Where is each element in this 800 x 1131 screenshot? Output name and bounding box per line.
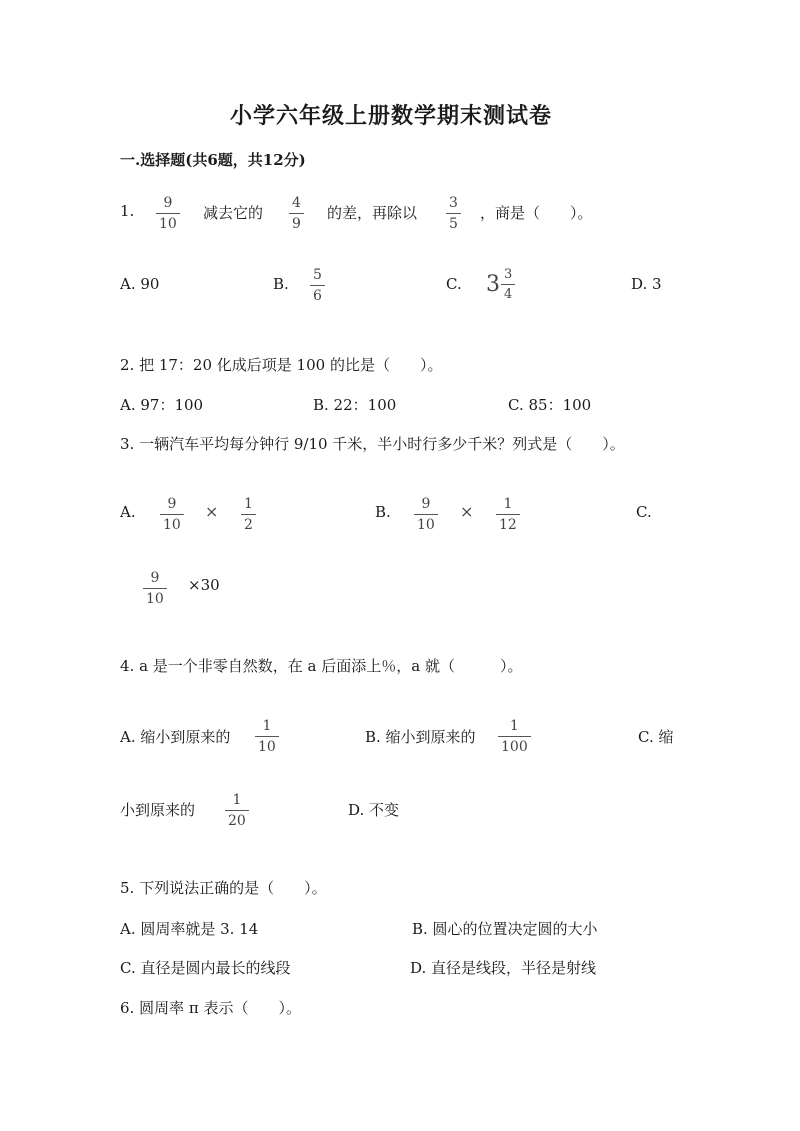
- option-c-label: C.: [446, 275, 462, 293]
- fraction: [496, 497, 520, 532]
- page-title: 小学六年级上册数学期末测试卷: [230, 103, 553, 129]
- denominator: 4: [501, 284, 515, 301]
- denominator: 20: [225, 810, 249, 828]
- fraction: [414, 497, 438, 532]
- whole-part: 3: [486, 272, 500, 297]
- numerator: 1: [509, 718, 519, 734]
- option-b-label: B.: [375, 503, 391, 521]
- option-c-label-continued: 小到原来的: [120, 801, 196, 819]
- numerator: 5: [313, 267, 322, 283]
- fraction: [446, 196, 461, 231]
- denominator: 10: [414, 514, 438, 532]
- option-c-label: C.: [636, 503, 652, 521]
- denominator: 12: [496, 514, 520, 532]
- numerator: 9: [150, 570, 160, 586]
- numerator: 9: [167, 496, 177, 512]
- denominator: 5: [446, 213, 461, 231]
- question-text: 3. 一辆汽车平均每分钟行 9/10 千米，半小时行多少千米？列式是（ ）。: [120, 435, 625, 453]
- question-number: 1.: [120, 202, 135, 220]
- option-d: D. 3: [631, 275, 662, 293]
- option-d: D. 直径是线段，半径是射线: [410, 959, 597, 977]
- numerator: 9: [421, 496, 431, 512]
- fraction: [310, 268, 325, 303]
- denominator: 10: [255, 736, 279, 754]
- fraction: [156, 196, 180, 231]
- question-text: 减去它的: [203, 204, 264, 222]
- denominator: 2: [241, 514, 256, 532]
- mixed-number: [486, 268, 515, 301]
- fraction: [498, 719, 531, 754]
- option-a-label: A.: [120, 503, 136, 521]
- option-d: D. 不变: [348, 801, 400, 819]
- fraction: [501, 268, 515, 301]
- question-text: ，商是（ ）。: [480, 204, 593, 222]
- denominator: 100: [498, 736, 531, 754]
- fraction: [225, 793, 249, 828]
- option-b-label: B. 缩小到原来的: [365, 728, 476, 746]
- numerator: 1: [503, 496, 513, 512]
- option-a-label: A. 缩小到原来的: [120, 728, 231, 746]
- question-text: 4. a 是一个非零自然数，在 a 后面添上％，a 就（ ）。: [120, 657, 523, 675]
- option-a: A. 90: [120, 275, 160, 293]
- question-text: 6. 圆周率 π 表示（ ）。: [120, 999, 301, 1017]
- option-c-label: C. 缩: [638, 728, 674, 746]
- question-text: 5. 下列说法正确的是（ ）。: [120, 879, 327, 897]
- fraction: [143, 571, 167, 606]
- fraction: [289, 196, 304, 231]
- option-b-label: B.: [273, 275, 289, 293]
- denominator: 9: [289, 213, 304, 231]
- times-sign: ×: [205, 502, 219, 521]
- numerator: 3: [449, 195, 458, 211]
- option-c: C. 直径是圆内最长的线段: [120, 959, 291, 977]
- option-b: B. 22：100: [313, 396, 397, 414]
- numerator: 1: [262, 718, 272, 734]
- option-a: A. 圆周率就是 3. 14: [120, 920, 259, 938]
- section-heading: 一.选择题(共6题，共12分): [120, 151, 306, 169]
- numerator: 3: [504, 267, 513, 282]
- fraction: [160, 497, 184, 532]
- fraction: [255, 719, 279, 754]
- question-text: 的差，再除以: [327, 204, 418, 222]
- denominator: 6: [310, 285, 325, 303]
- question-text: 2. 把 17：20 化成后项是 100 的比是（ ）。: [120, 356, 443, 374]
- option-b: B. 圆心的位置决定圆的大小: [412, 920, 598, 938]
- denominator: 10: [160, 514, 184, 532]
- option-c-tail: ×30: [188, 576, 220, 594]
- option-c: C. 85：100: [508, 396, 592, 414]
- times-sign: ×: [460, 502, 474, 521]
- denominator: 10: [143, 588, 167, 606]
- fraction: [241, 497, 256, 532]
- numerator: 4: [292, 195, 301, 211]
- numerator: 1: [244, 496, 253, 512]
- numerator: 1: [232, 792, 242, 808]
- denominator: 10: [156, 213, 180, 231]
- option-a: A. 97：100: [120, 396, 204, 414]
- numerator: 9: [163, 195, 173, 211]
